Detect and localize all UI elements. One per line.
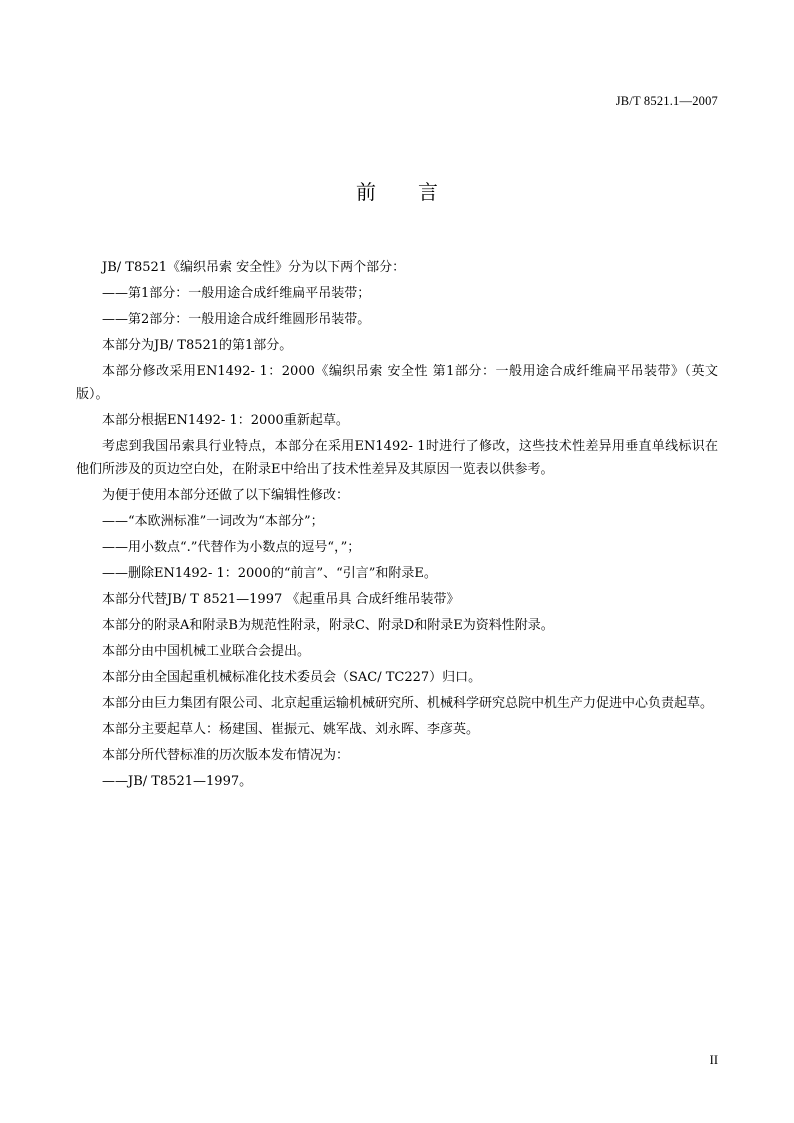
page-title <box>0 176 794 205</box>
paragraph: 本部分代替JB/ T 8521—1997 《起重吊具 合成纤维吊装带》 <box>102 592 460 607</box>
paragraph: 本部分修改采用EN1492- 1：2000《编织吊索 安全性 第1部分：一般用途合成纤维扁平吊装带》（英文版）。 <box>76 364 718 402</box>
paragraph: 本部分根据EN1492- 1：2000重新起草。 <box>102 413 349 428</box>
paragraph: 本部分的附录A和附录B为规范性附录，附录C、附录D和附录E为资料性附录。 <box>102 618 554 633</box>
paragraph: 本部分主要起草人：杨建国、崔振元、姚军战、刘永晖、李彦英。 <box>102 722 480 737</box>
title-char-1: 前 <box>356 180 376 204</box>
paragraph: 本部分为JB/ T8521的第1部分。 <box>102 338 293 353</box>
paragraph: 本部分由中国机械工业联合会提出。 <box>102 644 311 659</box>
paragraph: ——删除EN1492- 1：2000的“前言”、“引言”和附录E。 <box>102 566 437 581</box>
paragraph: ——JB/ T8521—1997。 <box>102 774 253 789</box>
paragraph: ——用小数点“.”代替作为小数点的逗号“，”； <box>102 540 361 555</box>
page-number: II <box>709 1053 718 1067</box>
paragraph: 本部分所代替标准的历次版本发布情况为： <box>102 748 350 763</box>
standard-code: JB/T 8521.1—2007 <box>615 94 718 108</box>
paragraph: ——第1部分：一般用途合成纤维扁平吊装带； <box>102 286 371 301</box>
paragraph: JB/ T8521《编织吊索 安全性》分为以下两个部分： <box>102 260 406 275</box>
paragraph: ——第2部分：一般用途合成纤维圆形吊装带。 <box>102 312 371 327</box>
paragraph: 考虑到我国吊索具行业特点，本部分在采用EN1492- 1时进行了修改，这些技术性差异用垂直单线标识在他们所涉及的页边空白处，在附录E中给出了技术性差异及其原因一览表以供参考。 <box>76 439 718 477</box>
foreword-body <box>76 256 718 796</box>
paragraph: 本部分由全国起重机械标准化技术委员会（SAC/ TC227）归口。 <box>102 670 482 685</box>
title-char-2: 言 <box>418 180 438 204</box>
paragraph: 为便于使用本部分还做了以下编辑性修改： <box>102 488 350 503</box>
paragraph: ——“本欧洲标准”一词改为“本部分”； <box>102 514 324 529</box>
paragraph: 本部分由巨力集团有限公司、北京起重运输机械研究所、机械科学研究总院中机生产力促进中心负责起草。 <box>102 696 714 711</box>
